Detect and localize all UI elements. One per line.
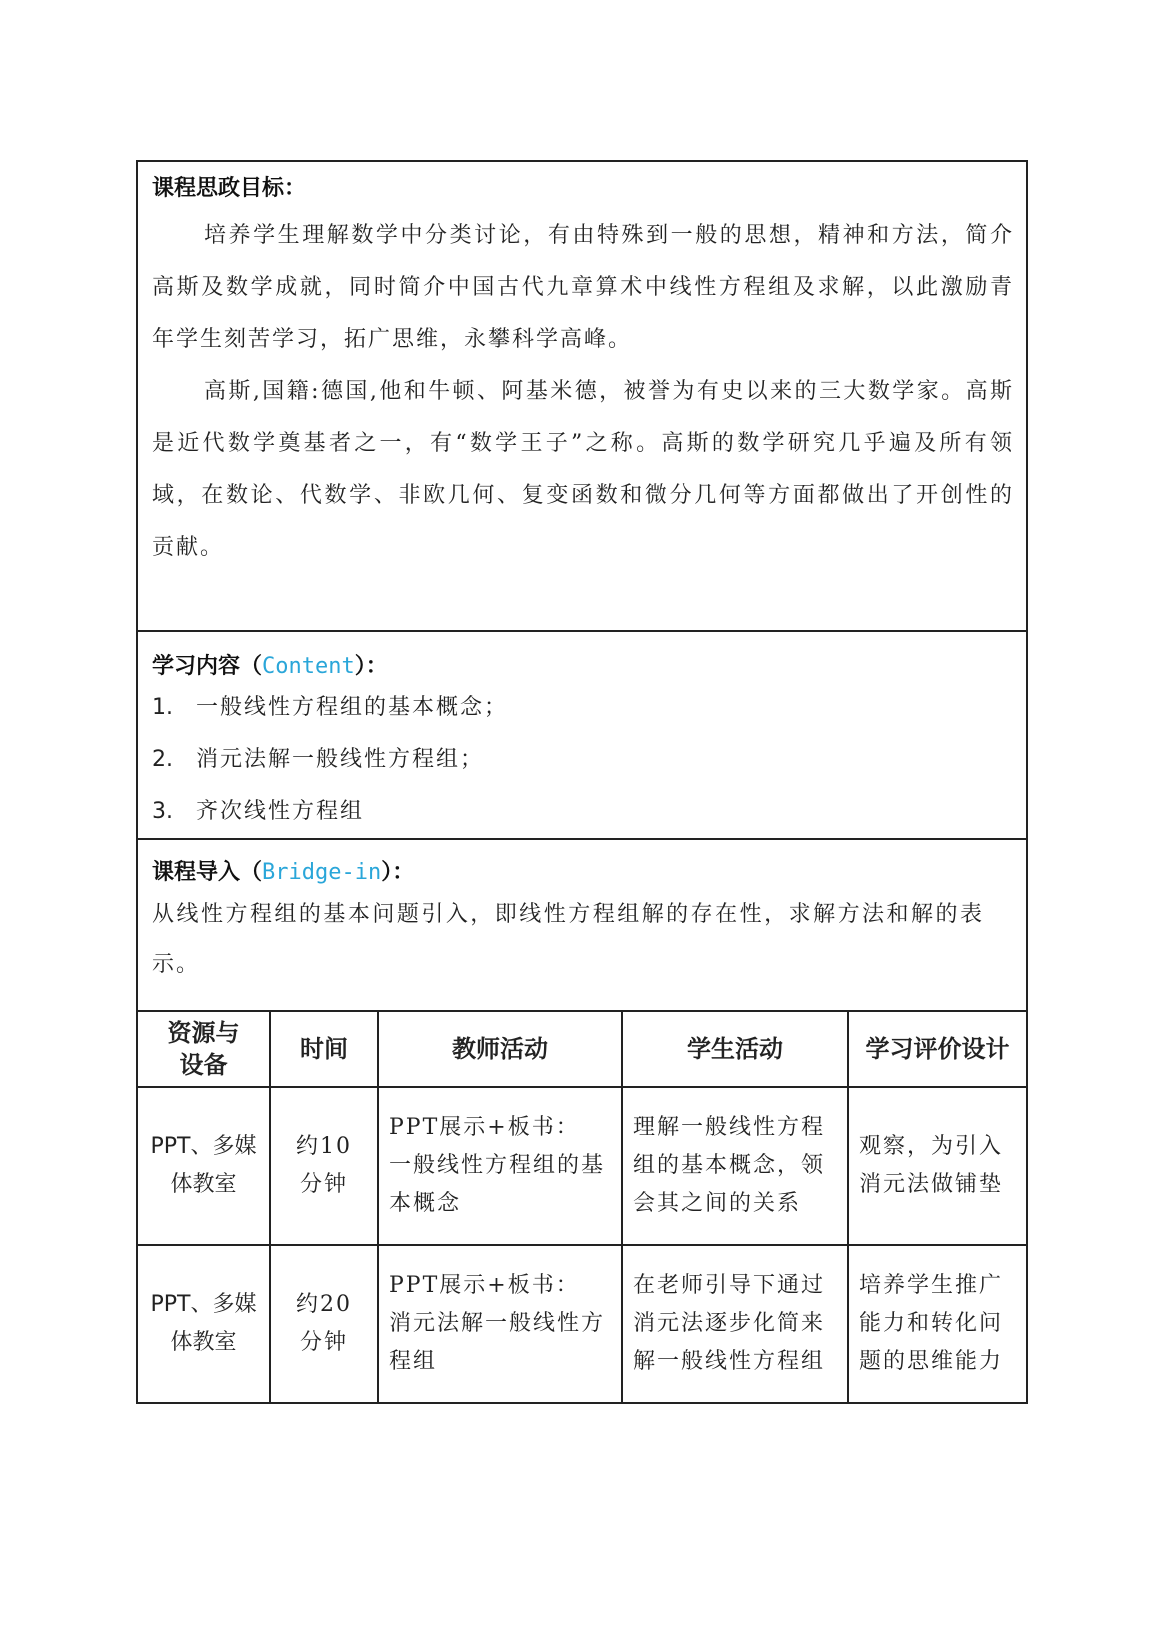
cell-teacher: [378, 1245, 622, 1402]
header-evaluation: 学习评价设计: [848, 1012, 1026, 1087]
bridge-heading-en: Bridge-in: [262, 860, 382, 885]
table-row: [138, 1087, 1026, 1245]
bridge-heading-cn: 课程导入（: [152, 860, 263, 885]
ideology-section: [138, 162, 1026, 632]
gauss-paragraph: 高斯,国籍:德国,他和牛顿、阿基米德，被誉为有史以来的三大数学家。高斯是近代数学奠基者之一，有“数学王子”之称。高斯的数学研究几乎遍及所有领域，在数论、代数学、非欧几何、复变函数和微分几何等方面都做出了开创性的贡献。: [152, 379, 1014, 560]
list-number: 3.: [152, 799, 173, 824]
cell-resource: PPT、多媒体教室: [138, 1087, 270, 1245]
teacher-text: 消元法解一般线性方程组: [389, 1311, 606, 1374]
teacher-text: 一般线性方程组的基本概念: [389, 1153, 606, 1216]
table-row: [138, 1245, 1026, 1402]
list-text: 齐次线性方程组: [196, 799, 365, 824]
list-text: 消元法解一般线性方程组；: [196, 747, 485, 772]
list-text: 一般线性方程组的基本概念；: [196, 695, 509, 720]
cell-evaluation: 观察，为引入消元法做铺垫: [848, 1087, 1026, 1245]
cell-student: 在老师引导下通过消元法逐步化简来解一般线性方程组: [622, 1245, 848, 1402]
bridge-heading: [152, 856, 1014, 890]
bridge-heading-end: ）：: [381, 860, 415, 885]
cell-evaluation: 培养学生推广能力和转化问题的思维能力: [848, 1245, 1026, 1402]
header-teacher: 教师活动: [378, 1012, 622, 1087]
list-item: [152, 682, 1014, 734]
table-header-row: [138, 1012, 1026, 1087]
content-heading-cn: 学习内容（: [152, 654, 263, 679]
content-heading: [152, 650, 1014, 684]
ideology-heading: 课程思政目标：: [152, 176, 307, 201]
lesson-plan-frame: [136, 160, 1028, 1404]
cell-time: 约10分钟: [270, 1087, 378, 1245]
content-heading-end: ）：: [354, 654, 388, 679]
list-item: [152, 786, 1014, 838]
cell-teacher: [378, 1087, 622, 1245]
ideology-paragraph: 培养学生理解数学中分类讨论，有由特殊到一般的思想，精神和方法，简介高斯及数学成就，同时简介中国古代九章算术中线性方程组及求解，以此激励青年学生刻苦学习，拓广思维，永攀科学高峰。: [152, 223, 1014, 352]
cell-time: 约20分钟: [270, 1245, 378, 1402]
header-resource: 资源与设备: [138, 1012, 270, 1087]
content-section: [138, 632, 1026, 840]
teacher-prefix: PPT展示+板书：: [389, 1273, 580, 1298]
list-item: [152, 734, 1014, 786]
header-student: 学生活动: [622, 1012, 848, 1087]
activity-table: [138, 1012, 1026, 1402]
list-number: 2.: [152, 747, 173, 772]
header-time: 时间: [270, 1012, 378, 1087]
teacher-prefix: PPT展示+板书：: [389, 1115, 580, 1140]
cell-student: 理解一般线性方程组的基本概念，领会其之间的关系: [622, 1087, 848, 1245]
cell-resource: PPT、多媒体教室: [138, 1245, 270, 1402]
list-number: 1.: [152, 695, 173, 720]
bridge-section: [138, 840, 1026, 1012]
bridge-text: 从线性方程组的基本问题引入，即线性方程组解的存在性，求解方法和解的表示。: [152, 902, 984, 977]
content-heading-en: Content: [262, 654, 355, 679]
